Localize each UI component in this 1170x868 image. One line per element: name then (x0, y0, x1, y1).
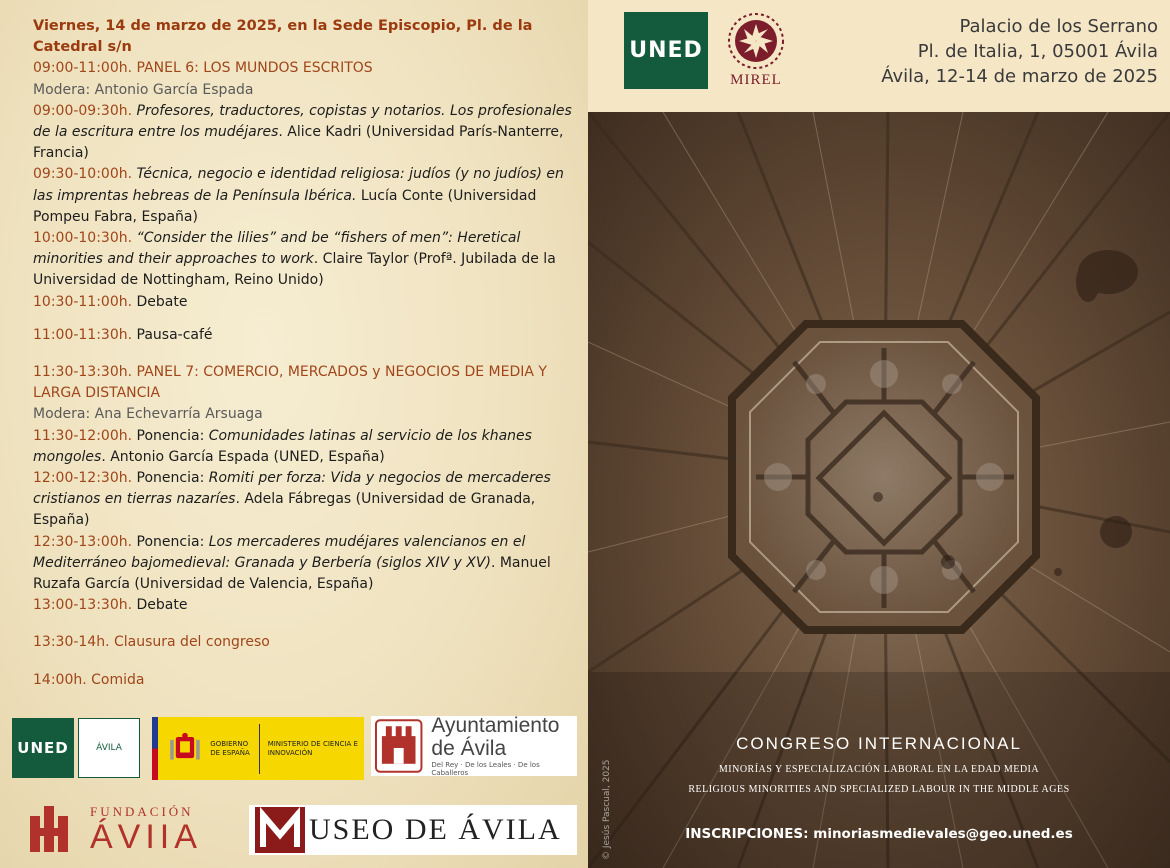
lunch-item: 14:00h. Comida (33, 671, 145, 688)
talk-time: 11:30-12:00h. (33, 427, 133, 444)
congress-subtitle-es: MINORÍAS Y ESPECIALIZACIÓN LABORAL EN LA EDAD MEDIA (718, 764, 1040, 775)
fundacion-emblem-icon (28, 804, 70, 854)
cover-panel (588, 0, 1170, 868)
panel7-moderator: Modera: Ana Echevarría Arsuaga (33, 406, 263, 423)
talk-item (33, 228, 573, 292)
debate-item (33, 292, 573, 313)
eu-flag-icon (152, 717, 158, 780)
debate-label: Debate (136, 597, 188, 614)
gobierno-logo (152, 717, 364, 780)
day-heading: Viernes, 14 de marzo de 2025, en la Sede Episcopio, Pl. de la Catedral s/n (33, 18, 533, 56)
talk-title: Profesores, traductores, copistas y notarios. Los profesionales de la escritura entre los mudéjares (33, 102, 572, 141)
ministerio-text: MINISTERIO DE CIENCIA E INNOVACIÓN (267, 739, 358, 757)
venue-block (881, 14, 1158, 89)
ayto-motto: Del Rey · De los Leales · De los Caballeros (431, 761, 540, 777)
gobierno-text: GOBIERNO DE ESPAÑA (210, 739, 250, 757)
mirel-logo (720, 12, 792, 92)
talk-speaker: . Adela Fábregas (Universidad de Granada, España) (33, 491, 536, 529)
uned-logo-small: UNED (12, 718, 74, 778)
mirel-rosette-icon (720, 12, 792, 70)
ceiling-photo (588, 112, 1170, 868)
talk-prefix: Ponencia: (132, 533, 209, 550)
congress-title: CONGRESO INTERNACIONAL (736, 734, 1022, 753)
talk-speaker: Lucía Conte (Universidad Pompeu Fabra, España) (33, 187, 537, 225)
avila-logo: ÁVILA (78, 718, 140, 778)
talk-title: Técnica, negocio e identidad religiosa: judíos (y no judíos) en las imprentas hebreas de la Península Ibérica. (33, 166, 564, 204)
museo-m-icon (255, 807, 305, 853)
museo-avila-logo (249, 805, 577, 855)
ayuntamiento-logo (371, 716, 577, 776)
venue-name: Palacio de los Serrano (959, 16, 1158, 37)
cover-header (588, 0, 1170, 112)
talk-speaker: . Manuel Ruzafa García (Universidad de Valencia, España) (33, 554, 551, 593)
panel7-heading: 11:30-13:30h. PANEL 7: COMERCIO, MERCADOS y NEGOCIOS DE MEDIA Y LARGA DISTANCIA (33, 364, 547, 402)
debate-label: Debate (136, 293, 188, 310)
talk-time: 10:00-10:30h. (33, 230, 133, 247)
talk-time: 09:00-09:30h. (33, 102, 133, 119)
mirel-label: MIREL (730, 72, 782, 88)
talk-item (33, 468, 573, 532)
ayto-line2: de Ávila (431, 737, 507, 760)
debate-time: 13:00-13:30h. (33, 597, 133, 614)
ayuntamiento-emblem-icon (374, 718, 423, 774)
talk-time: 09:30-10:00h. (33, 166, 133, 183)
photo-credit: © Jesús Pascual, 2025 (602, 759, 612, 860)
talk-item (33, 101, 573, 165)
venue-dates: Ávila, 12-14 de marzo de 2025 (881, 66, 1158, 87)
debate-time: 10:30-11:00h. (33, 293, 133, 310)
break-time: 11:00-11:30h. (33, 326, 133, 343)
talk-prefix: Ponencia: (132, 427, 209, 444)
spain-shield-icon (166, 724, 204, 774)
debate-item (33, 595, 573, 616)
ayto-line1: Ayuntamiento (431, 714, 560, 737)
registration-email: INSCRIPCIONES: minoriasmedievales@geo.uned.es (685, 826, 1073, 842)
closing-item: 13:30-14h. Clausura del congreso (33, 634, 270, 651)
fundacion-avila-logo (28, 800, 233, 860)
talk-time: 12:30-13:00h. (33, 533, 133, 550)
talk-title: “Consider the lilies” and be “fishers of men”: Heretical minorities and their approaches to work (33, 230, 521, 268)
venue-address: Pl. de Italia, 1, 05001 Ávila (917, 41, 1158, 62)
panel6-heading: 09:00-11:00h. PANEL 6: LOS MUNDOS ESCRITOS (33, 60, 373, 77)
talk-time: 12:00-12:30h. (33, 470, 133, 487)
talk-speaker: . Claire Taylor (Profª. Jubilada de la Universidad de Nottingham, Reino Unido) (33, 251, 556, 289)
break-label: Pausa-café (136, 326, 213, 343)
talk-item (33, 426, 573, 468)
fundacion-name: ÁVIIA (90, 818, 202, 856)
talk-item (33, 532, 573, 596)
talk-title: Romiti per forza: Vida y negocios de mercaderes cristianos en tierras nazaríes (33, 470, 551, 508)
panel6-moderator: Modera: Antonio García Espada (33, 81, 254, 98)
talk-speaker: . Alice Kadri (Universidad París-Nanterre, Francia) (33, 124, 564, 162)
talk-title: Los mercaderes mudéjares valencianos en el Mediterráneo bajomedieval: Granada y Berbería (siglos XIV y XV) (33, 533, 526, 571)
talk-speaker: . Antonio García Espada (UNED, España) (101, 448, 385, 465)
fundacion-label: FUNDACIÓN (90, 804, 194, 819)
talk-title: Comunidades latinas al servicio de los khanes mongoles (33, 427, 532, 465)
museo-text: USEO DE ÁVILA (309, 813, 562, 846)
break-item (33, 325, 573, 346)
uned-logo: UNED (624, 12, 708, 89)
congress-subtitle-en: RELIGIOUS MINORITIES AND SPECIALIZED LABOUR IN THE MIDDLE AGES (688, 784, 1070, 795)
talk-item (33, 164, 573, 228)
program-text (33, 16, 573, 691)
congress-titles (588, 734, 1170, 795)
talk-prefix: Ponencia: (132, 470, 209, 487)
